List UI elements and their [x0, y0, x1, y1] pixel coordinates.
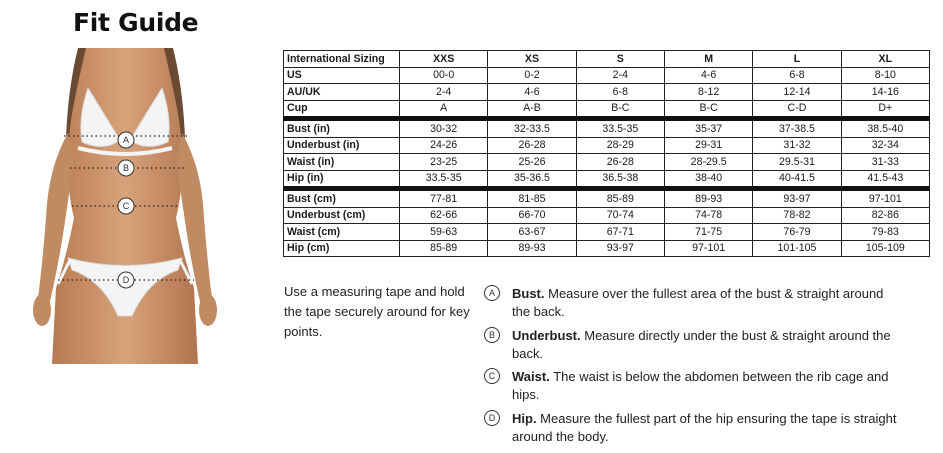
table-cell: 12-14	[753, 84, 841, 101]
table-cell: 37-38.5	[753, 119, 841, 138]
row-label: Underbust (in)	[284, 137, 400, 154]
table-cell: 35-36.5	[488, 170, 576, 189]
table-cell: 101-105	[753, 240, 841, 257]
table-cell: 2-4	[576, 67, 664, 84]
table-cell: 00-0	[400, 67, 488, 84]
row-label: Hip (cm)	[284, 240, 400, 257]
marker-a-icon: A	[484, 285, 500, 301]
table-cell: 93-97	[753, 189, 841, 208]
header-cell: S	[576, 51, 664, 68]
marker-b-icon: B	[484, 327, 500, 343]
measurement-notes	[484, 285, 904, 451]
table-cell: 28-29.5	[664, 154, 752, 171]
table-cell: 93-97	[576, 240, 664, 257]
header-cell: XS	[488, 51, 576, 68]
table-cell: 97-101	[841, 189, 929, 208]
table-cell: 74-78	[664, 207, 752, 224]
table-cell: 2-4	[400, 84, 488, 101]
table-cell: 62-66	[400, 207, 488, 224]
table-cell: D+	[841, 100, 929, 119]
table-cell: 77-81	[400, 189, 488, 208]
table-cell: 85-89	[400, 240, 488, 257]
page-title: Fit Guide	[73, 8, 199, 37]
row-label: US	[284, 67, 400, 84]
table-row	[284, 154, 930, 171]
table-cell: 38-40	[664, 170, 752, 189]
table-cell: 97-101	[664, 240, 752, 257]
marker-c-icon: C	[484, 368, 500, 384]
table-row	[284, 224, 930, 241]
note-waist	[484, 368, 904, 404]
header-cell: M	[664, 51, 752, 68]
row-label: AU/UK	[284, 84, 400, 101]
table-cell: B-C	[664, 100, 752, 119]
table-cell: 67-71	[576, 224, 664, 241]
row-label: Hip (in)	[284, 170, 400, 189]
note-term: Waist.	[512, 369, 550, 384]
table-cell: 41.5-43	[841, 170, 929, 189]
note-text: Measure the fullest part of the hip ensuring the tape is straight around the body.	[512, 410, 897, 444]
table-cell: 32-33.5	[488, 119, 576, 138]
table-cell: 4-6	[664, 67, 752, 84]
row-label: Waist (in)	[284, 154, 400, 171]
table-cell: B-C	[576, 100, 664, 119]
table-cell: 66-70	[488, 207, 576, 224]
table-row	[284, 100, 930, 119]
table-row	[284, 170, 930, 189]
row-label: Bust (in)	[284, 119, 400, 138]
header-cell: XL	[841, 51, 929, 68]
table-cell: 14-16	[841, 84, 929, 101]
header-cell: L	[753, 51, 841, 68]
table-cell: 29-31	[664, 137, 752, 154]
table-cell: 89-93	[664, 189, 752, 208]
row-label: Bust (cm)	[284, 189, 400, 208]
model-figure	[8, 48, 241, 364]
table-cell: 32-34	[841, 137, 929, 154]
table-cell: 8-10	[841, 67, 929, 84]
row-label: Underbust (cm)	[284, 207, 400, 224]
table-cell: 33.5-35	[400, 170, 488, 189]
table-cell: 31-33	[841, 154, 929, 171]
note-text: Measure directly under the bust & straight around the back.	[512, 327, 891, 361]
measuring-instructions: Use a measuring tape and hold the tape securely around for key points.	[284, 284, 470, 339]
table-cell: 33.5-35	[576, 119, 664, 138]
table-row	[284, 240, 930, 257]
table-row	[284, 84, 930, 101]
header-cell: XXS	[400, 51, 488, 68]
table-cell: 38.5-40	[841, 119, 929, 138]
table-cell: 40-41.5	[753, 170, 841, 189]
table-cell: 85-89	[576, 189, 664, 208]
table-cell: 23-25	[400, 154, 488, 171]
table-cell: 28-29	[576, 137, 664, 154]
table-cell: 89-93	[488, 240, 576, 257]
row-label: Waist (cm)	[284, 224, 400, 241]
table-cell: 26-28	[488, 137, 576, 154]
note-term: Bust.	[512, 286, 545, 301]
table-cell: 25-26	[488, 154, 576, 171]
table-cell: 79-83	[841, 224, 929, 241]
note-bust	[484, 285, 904, 321]
row-label: Cup	[284, 100, 400, 119]
table-row	[284, 67, 930, 84]
table-cell: 26-28	[576, 154, 664, 171]
marker-d-icon: D	[484, 410, 500, 426]
table-cell: 105-109	[841, 240, 929, 257]
table-row	[284, 189, 930, 208]
table-cell: 81-85	[488, 189, 576, 208]
marker-b: B	[122, 163, 130, 173]
table-cell: 29.5-31	[753, 154, 841, 171]
note-underbust	[484, 327, 904, 363]
table-cell: 36.5-38	[576, 170, 664, 189]
header-cell: International Sizing	[284, 51, 400, 68]
table-header-row	[284, 51, 930, 68]
table-cell: C-D	[753, 100, 841, 119]
table-cell: 31-32	[753, 137, 841, 154]
table-cell: 78-82	[753, 207, 841, 224]
marker-d: D	[122, 275, 130, 285]
table-cell: 8-12	[664, 84, 752, 101]
note-term: Hip.	[512, 410, 537, 426]
note-text: Measure over the fullest area of the bust & straight around the back.	[512, 286, 884, 319]
note-term: Underbust.	[512, 327, 581, 343]
size-chart-table	[283, 50, 930, 257]
table-cell: 6-8	[753, 67, 841, 84]
table-cell: 35-37	[664, 119, 752, 138]
table-cell: 24-26	[400, 137, 488, 154]
table-cell: 70-74	[576, 207, 664, 224]
table-row	[284, 137, 930, 154]
marker-a: A	[122, 135, 130, 145]
table-cell: 30-32	[400, 119, 488, 138]
table-cell: 82-86	[841, 207, 929, 224]
note-hip	[484, 410, 904, 446]
table-cell: 59-63	[400, 224, 488, 241]
table-cell: 0-2	[488, 67, 576, 84]
table-cell: 71-75	[664, 224, 752, 241]
marker-c: C	[122, 201, 130, 211]
table-row	[284, 207, 930, 224]
table-cell: A-B	[488, 100, 576, 119]
table-cell: 4-6	[488, 84, 576, 101]
table-cell: A	[400, 100, 488, 119]
table-cell: 63-67	[488, 224, 576, 241]
note-text: The waist is below the abdomen between the rib cage and hips.	[512, 369, 889, 402]
table-cell: 6-8	[576, 84, 664, 101]
table-row	[284, 119, 930, 138]
table-cell: 76-79	[753, 224, 841, 241]
